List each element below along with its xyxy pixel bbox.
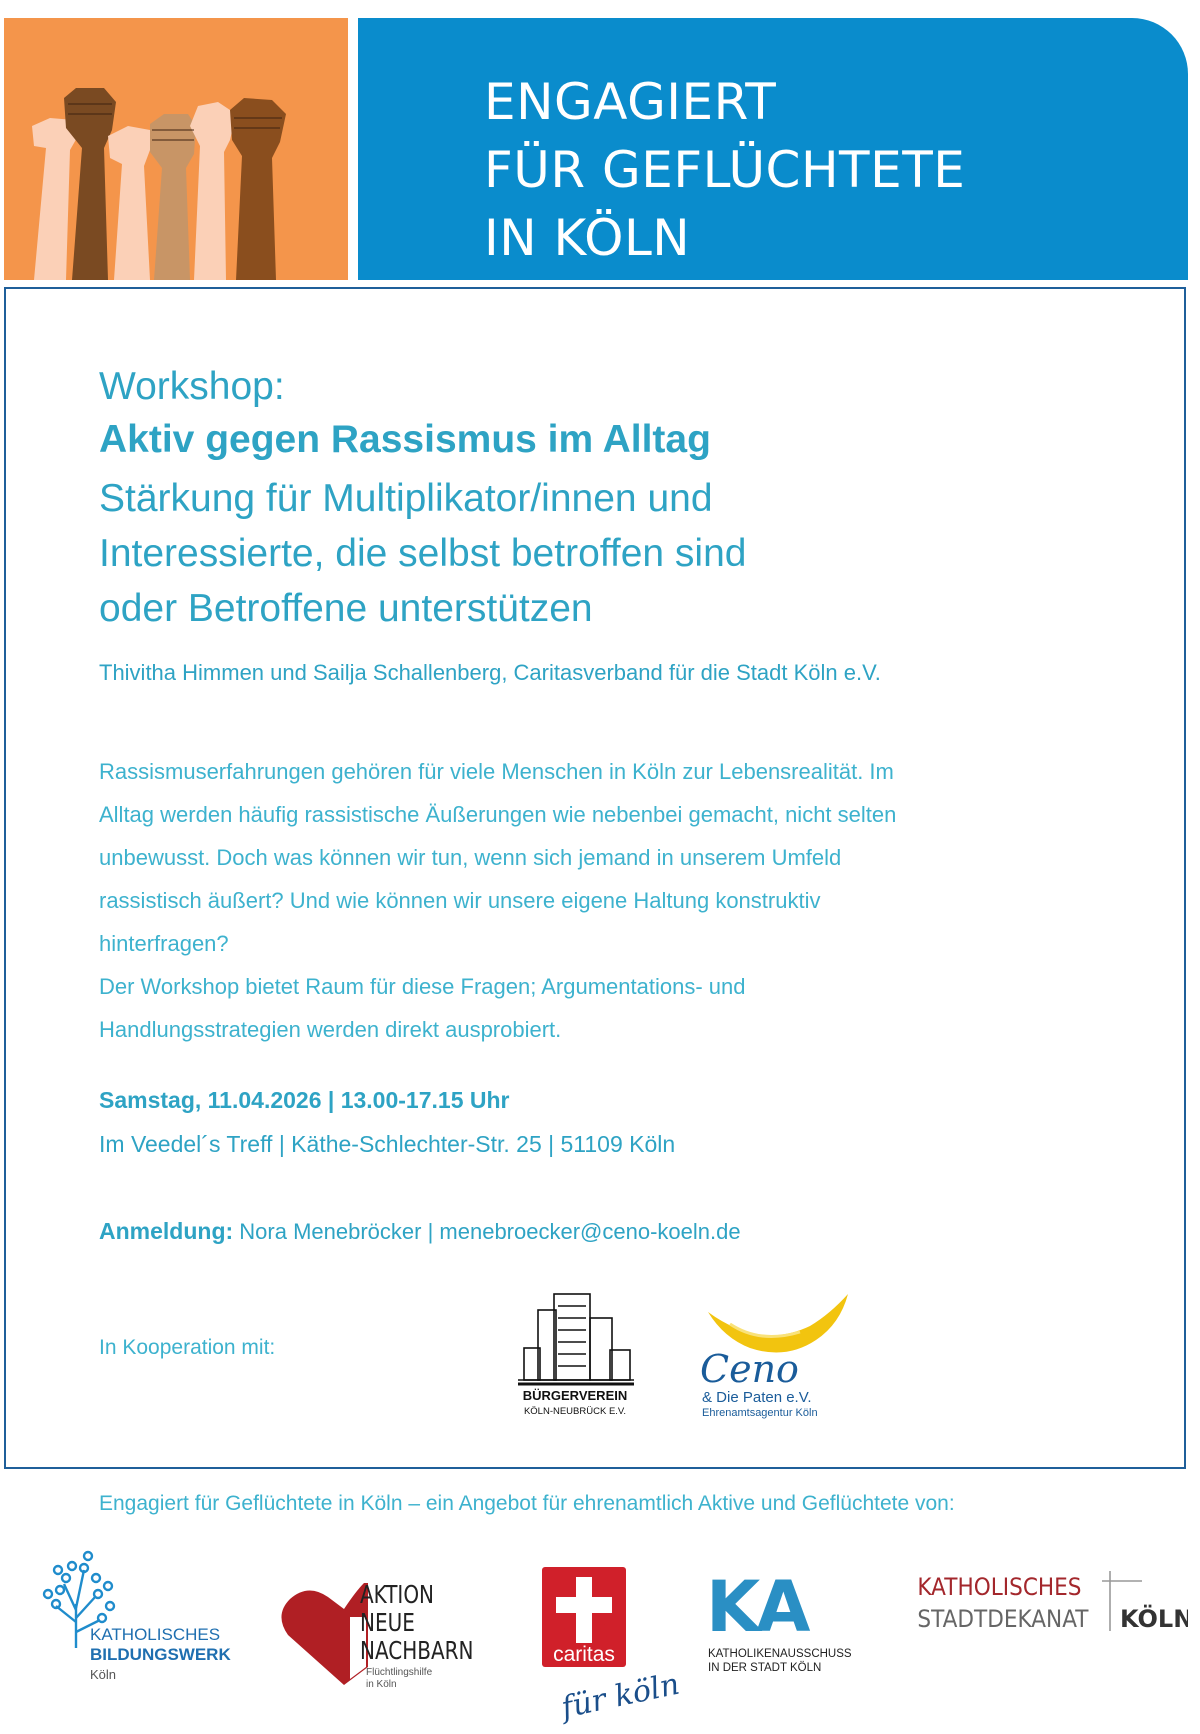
ann-line5: in Köln <box>366 1679 397 1690</box>
caritas-logo <box>536 1565 686 1730</box>
subtitle-line: Interessierte, die selbst betroffen sind <box>99 532 747 575</box>
buergerverein-name: BÜRGERVEREIN <box>522 1388 628 1403</box>
description-line: hinterfragen? <box>99 931 229 956</box>
description-line: Alltag werden häufig rassistische Äußerungen wie nebenbei gemacht, nicht selten <box>99 802 897 827</box>
buergerverein-sub: KÖLN-NEUBRÜCK E.V. <box>523 1406 627 1417</box>
registration-label: Anmeldung: <box>99 1218 234 1244</box>
description-line: Handlungsstrategien werden direkt ausprobiert. <box>99 1017 562 1042</box>
workshop-label: Workshop: <box>99 365 285 408</box>
ka-mark-icon <box>706 1565 866 1685</box>
caritas-script: für köln <box>558 1666 683 1726</box>
event-place: Im Veedel´s Treff | Käthe-Schlechter-Str. 25 | 51109 Köln <box>99 1131 676 1157</box>
page-title <box>484 68 965 272</box>
description <box>99 750 1079 1051</box>
ann-line2: NEUE <box>360 1608 415 1638</box>
ann-line4: Flüchtlingshilfe <box>366 1667 433 1678</box>
ka-line1: KATHOLIKENAUSSCHUSS <box>708 1648 852 1660</box>
katholikenausschuss-logo <box>706 1565 866 1685</box>
ka-mark: KA <box>706 1566 807 1648</box>
kbw-line2: BILDUNGSWERK <box>90 1645 231 1664</box>
workshop-title: Aktiv gegen Rassismus im Alltag <box>99 418 711 461</box>
registration <box>99 1218 741 1245</box>
subtitle-line: Stärkung für Multiplikator/innen und <box>99 477 713 520</box>
bird-icon <box>690 1290 865 1420</box>
subtitle-line: oder Betroffene unterstützen <box>99 587 593 630</box>
kbw-line1: KATHOLISCHES <box>90 1625 221 1644</box>
aktion-neue-nachbarn-logo <box>280 1575 480 1705</box>
kbw-line3: Köln <box>90 1667 117 1682</box>
ceno-sub2: Ehrenamtsagentur Köln <box>702 1407 818 1419</box>
title-line-1: ENGAGIERT <box>484 73 777 131</box>
description-line: rassistisch äußert? Und wie können wir unsere eigene Haltung konstruktiv <box>99 888 821 913</box>
buildings-icon <box>510 1290 640 1420</box>
ceno-logo <box>690 1290 865 1420</box>
title-line-2: FÜR GEFLÜCHTETE <box>484 141 966 199</box>
description-line: unbewusst. Doch was können wir tun, wenn sich jemand in unserem Umfeld <box>99 845 842 870</box>
raised-fists-icon <box>4 18 348 280</box>
title-line-3: IN KÖLN <box>484 209 691 267</box>
ksd-line1: KATHOLISCHES <box>917 1573 1082 1602</box>
bildungswerk-logo <box>38 1548 258 1698</box>
buergerverein-logo <box>510 1290 640 1420</box>
stadtdekanat-logo <box>912 1565 1188 1645</box>
ksd-line3: KÖLN <box>1120 1605 1188 1633</box>
caritas-name: caritas <box>553 1643 615 1666</box>
footer-text: Engagiert für Geflüchtete in Köln – ein Angebot für ehrenamtlich Aktive und Geflüchtete von: <box>99 1492 955 1515</box>
event-date: Samstag, 11.04.2026 | 13.00-17.15 Uhr <box>99 1087 510 1113</box>
ann-line3: NACHBARN <box>360 1636 474 1666</box>
cross-icon <box>912 1565 1188 1645</box>
workshop-subtitle <box>99 471 999 636</box>
heart-icon <box>280 1575 480 1705</box>
ksd-line2: STADTDEKANAT <box>917 1605 1089 1634</box>
description-line: Rassismuserfahrungen gehören für viele Menschen in Köln zur Lebensrealität. Im <box>99 759 894 784</box>
ann-line1: AKTION <box>360 1580 435 1610</box>
cooperation-label: In Kooperation mit: <box>99 1336 276 1359</box>
ceno-sub1: & Die Paten e.V. <box>702 1389 812 1406</box>
ceno-name: Ceno <box>700 1347 799 1391</box>
ka-line2: IN DER STADT KÖLN <box>708 1662 822 1674</box>
caritas-cross-icon <box>536 1565 686 1730</box>
registration-contact: Nora Menebröcker | menebroecker@ceno-koeln.de <box>239 1219 741 1244</box>
tree-icon <box>38 1548 258 1698</box>
presenters: Thivitha Himmen und Sailja Schallenberg, Caritasverband für die Stadt Köln e.V. <box>99 660 881 685</box>
description-line: Der Workshop bietet Raum für diese Fragen; Argumentations- und <box>99 974 746 999</box>
raised-fists-illustration <box>4 18 348 280</box>
